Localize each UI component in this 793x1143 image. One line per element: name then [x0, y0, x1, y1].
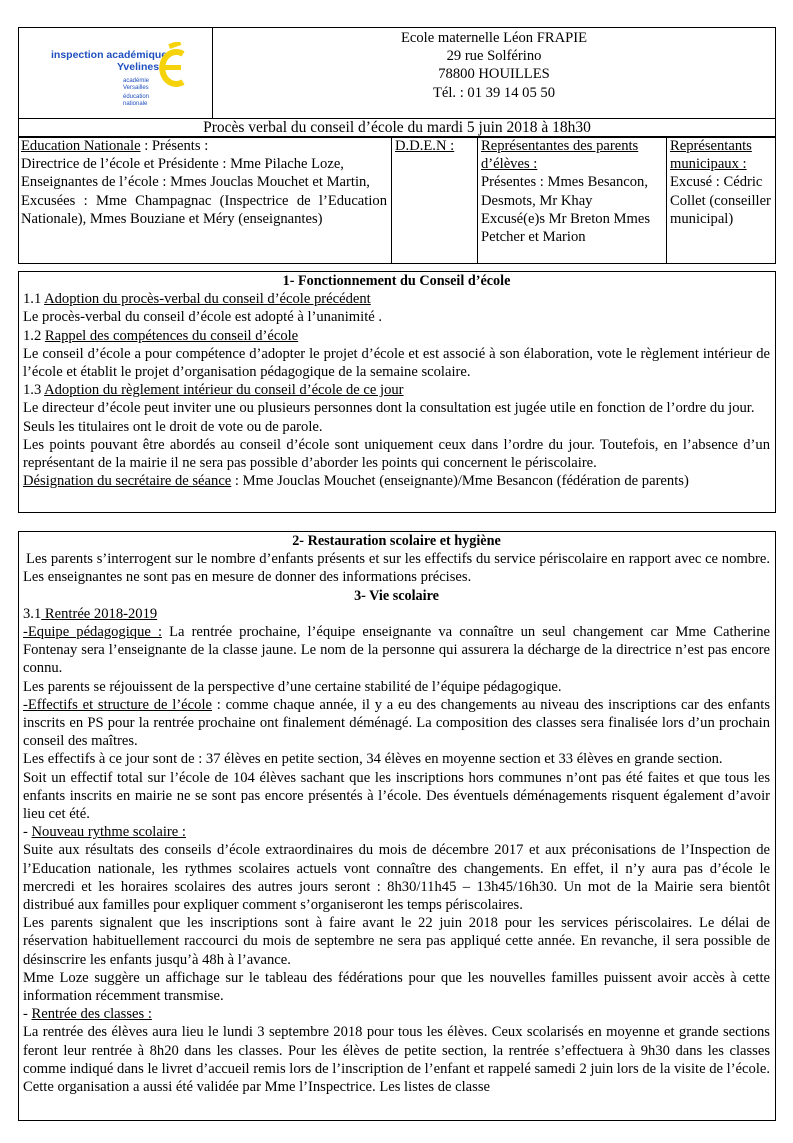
academy-logo — [41, 38, 211, 118]
school-street: 29 rue Solférino — [446, 48, 542, 65]
subsection-1-3-heading — [23, 381, 770, 399]
subsection-1-1-text: Le procès-verbal du conseil d’école est adopté à l’unanimité . — [23, 309, 383, 326]
subsection-number: 3.1 — [23, 605, 42, 622]
school-phone: Tél. : 01 39 14 05 50 — [432, 84, 555, 101]
municipal-line: Excusé : Cédric Collet (conseiller municipal) — [670, 174, 771, 227]
rythme-prefix: - — [23, 824, 32, 841]
subsection-1-2-text: Le conseil d’école a pour compétence d’adopter le projet d’école et est associé à son élaboration, vote le règlement intérieur de l’école et établit le projet d’organisation pédagogique de la semaine scolaire. — [23, 345, 770, 381]
rythme-paragraph-3: Mme Loze suggère un affichage sur le tableau des fédérations pour que les nouvelles familles puissent avoir accès à cette information récemment transmise. — [23, 969, 770, 1005]
logo-sub-nationale: nationale — [123, 101, 148, 107]
rythme-paragraph: Suite aux résultats des conseils d’école extraordinaires du mois de décembre 2017 et aux préconisations de l’Inspection de l’Education nationale, les rythmes scolaires actuels vont connaître des changements. En effet, il n’y aura pas d’école le mercredi et les horaires scolaires des autres jours seront : 8h30/11h45 – 13h45/16h30. Un mot de la Mairie sera bientôt distribué aux familles pour expliquer comment s’organiseront les temps périscolaires. — [23, 842, 770, 914]
parents-cell — [478, 137, 667, 264]
secretary-label: Désignation du secrétaire de séance — [23, 473, 232, 490]
logo-sub-education: éducation — [123, 94, 150, 100]
education-nationale-heading-suffix: : Présents : — [140, 138, 209, 154]
logo-sub-academie: académie — [123, 78, 150, 84]
rentree-heading — [23, 1005, 770, 1023]
subsection-1-3-text: Le directeur d’école peut inviter une ou plusieurs personnes dont la consultation est jugée utile en fonction de l’ordre du jour. — [23, 400, 755, 417]
subsection-1-3-text: Les points pouvant être abordés au conseil d’école sont uniquement ceux dans l’ordre du jour. Toutefois, en l’absence d’un représentant de la mairie il ne sera pas possible d’aborder les points qui concernent le périscolaire. — [23, 436, 770, 472]
logo-sub-versailles: Versailles — [123, 85, 149, 91]
subsection-number: 1.2 — [23, 327, 45, 344]
secretary-line — [23, 472, 770, 490]
rythme-label: Nouveau rythme scolaire : — [31, 824, 186, 841]
logo-org-line2: Yvelines — [117, 61, 160, 73]
rentree-paragraph: La rentrée des élèves aura lieu le lundi 3 septembre 2018 pour tous les élèves. Ceux scolarisés en moyenne et grande sections feront leur rentrée à 8h20 dans les classes. Pour les élèves de petite section, la rentrée s’effectuera à 9h30 dans les classes comme indiqué dans le livret d’accueil remis lors de l’inscription de l’enfant et rappelé samedi 2 juin lors de la visite de l’école. Cette organisation a aussi été validée par Mme l’Inspectrice. Les listes de classe — [23, 1024, 770, 1096]
rentree-label: Rentrée des classes : — [31, 1006, 152, 1023]
subsection-1-3-text: Seuls les titulaires ont le droit de vote ou de parole. — [23, 418, 323, 435]
e-accent-logo-icon — [153, 42, 187, 88]
education-nationale-cell — [19, 137, 392, 264]
school-address-cell — [213, 28, 776, 119]
parents-heading: Représentantes des parents d’élèves : — [481, 138, 639, 173]
section2-text: Les parents s’interrogent sur le nombre d’enfants présents et sur les effectifs du service périscolaire en rapport avec ce nombre. Les enseignantes ne sont pas en mesure de donner des informations précises. — [23, 551, 770, 586]
effectifs-paragraph-3: Soit un effectif total sur l’école de 104 élèves sachant que les inscriptions hors communes n’ont pas été faites et que tous les enfants inscrits en mairie ne se sont pas encore présentés à l’école. Des éventuels déménagements risquent également d’avoir lieu cet été. — [23, 769, 770, 823]
school-name: Ecole maternelle Léon FRAPIE — [400, 30, 587, 46]
equipe-paragraph — [23, 623, 770, 678]
municipal-cell — [667, 137, 776, 264]
ddn-cell — [392, 137, 478, 264]
attendees-table — [18, 136, 776, 264]
municipal-heading: Représentants municipaux : — [670, 138, 752, 173]
equipe-text: La rentrée prochaine, l’équipe enseignante va connaître un seul changement car Mme Catherine Fontenay sera l’enseignante de la classe jaune. Le nom de la personne qui assurera la décharge de la directrice n’est pas encore connu. — [23, 624, 770, 677]
effectifs-text: : comme chaque année, il y a eu des changements au niveau des inscriptions car des enfants inscrits en PS pour la rentrée prochaine ont finalement déménagé. La composition des classes sera finalisée lors d’un prochain conseil des maîtres. — [23, 696, 770, 750]
subsection-1-2-heading — [23, 327, 770, 345]
effectifs-paragraph — [23, 696, 770, 751]
ddn-heading: D.D.E.N : — [395, 138, 455, 154]
school-city: 78800 HOUILLES — [438, 66, 550, 83]
secretary-text: : Mme Jouclas Mouchet (enseignante)/Mme Besancon (fédération de parents) — [231, 473, 689, 490]
rentree-prefix: - — [23, 1006, 32, 1023]
equipe-paragraph-2: Les parents se réjouissent de la perspective d’une certaine stabilité de l’équipe pédagogique. — [23, 678, 562, 695]
section2-title: 2- Restauration scolaire et hygiène — [292, 533, 501, 549]
subsection-title: Rappel des compétences du conseil d’école — [44, 327, 299, 344]
section1-title: 1- Fonctionnement du Conseil d’école — [282, 273, 511, 289]
logo-cell — [19, 28, 213, 119]
attendee-line: Excusées : Mme Champagnac (Inspectrice de l’Education Nationale), Mmes Bouziane et Méry (enseignantes) — [21, 192, 387, 227]
subsection-3-1-heading — [23, 605, 770, 623]
section2-3-box — [18, 531, 776, 1121]
equipe-label: -Equipe pédagogique : — [23, 624, 162, 641]
subsection-1-1-heading — [23, 290, 770, 308]
title-cell — [19, 119, 776, 138]
header-table — [18, 27, 776, 138]
section1-box — [18, 271, 776, 513]
attendee-line: Directrice de l’école et Présidente : Mme Pilache Loze, — [21, 156, 344, 173]
subsection-title: Rentrée 2018-2019 — [41, 605, 158, 622]
education-nationale-heading: Education Nationale — [21, 138, 141, 154]
logo-org-line1: inspection académique — [51, 49, 168, 61]
section3-title: 3- Vie scolaire — [354, 587, 439, 604]
rythme-paragraph-2: Les parents signalent que les inscriptions sont à faire avant le 22 juin 2018 pour les services périscolaires. Le délai de réservation habituellement raccourci du mois de septembre ne sera pas appliqué cette année. En revanche, il sera possible de désinscrire les enfants jusqu’à 48h à l’avance. — [23, 915, 770, 968]
parents-line: Présentes : Mmes Besancon, Desmots, Mr Khay — [481, 174, 648, 209]
document-title: Procès verbal du conseil d’école du mardi 5 juin 2018 à 18h30 — [203, 119, 591, 136]
attendee-line: Enseignantes de l’école : Mmes Jouclas Mouchet et Martin, — [21, 174, 370, 191]
subsection-number: 1.1 — [23, 291, 45, 308]
effectifs-paragraph-2: Les effectifs à ce jour sont de : 37 élèves en petite section, 34 élèves en moyenne section et 33 élèves en grande section. — [23, 751, 723, 768]
parents-line: Excusé(e)s Mr Breton Mmes Petcher et Marion — [481, 210, 651, 246]
subsection-title: Adoption du procès-verbal du conseil d’école précédent — [44, 291, 371, 308]
subsection-title: Adoption du règlement intérieur du conseil d’école de ce jour — [44, 382, 404, 399]
effectifs-label: -Effectifs et structure de l’école — [23, 696, 212, 713]
rythme-heading — [23, 823, 770, 841]
subsection-number: 1.3 — [23, 382, 45, 399]
